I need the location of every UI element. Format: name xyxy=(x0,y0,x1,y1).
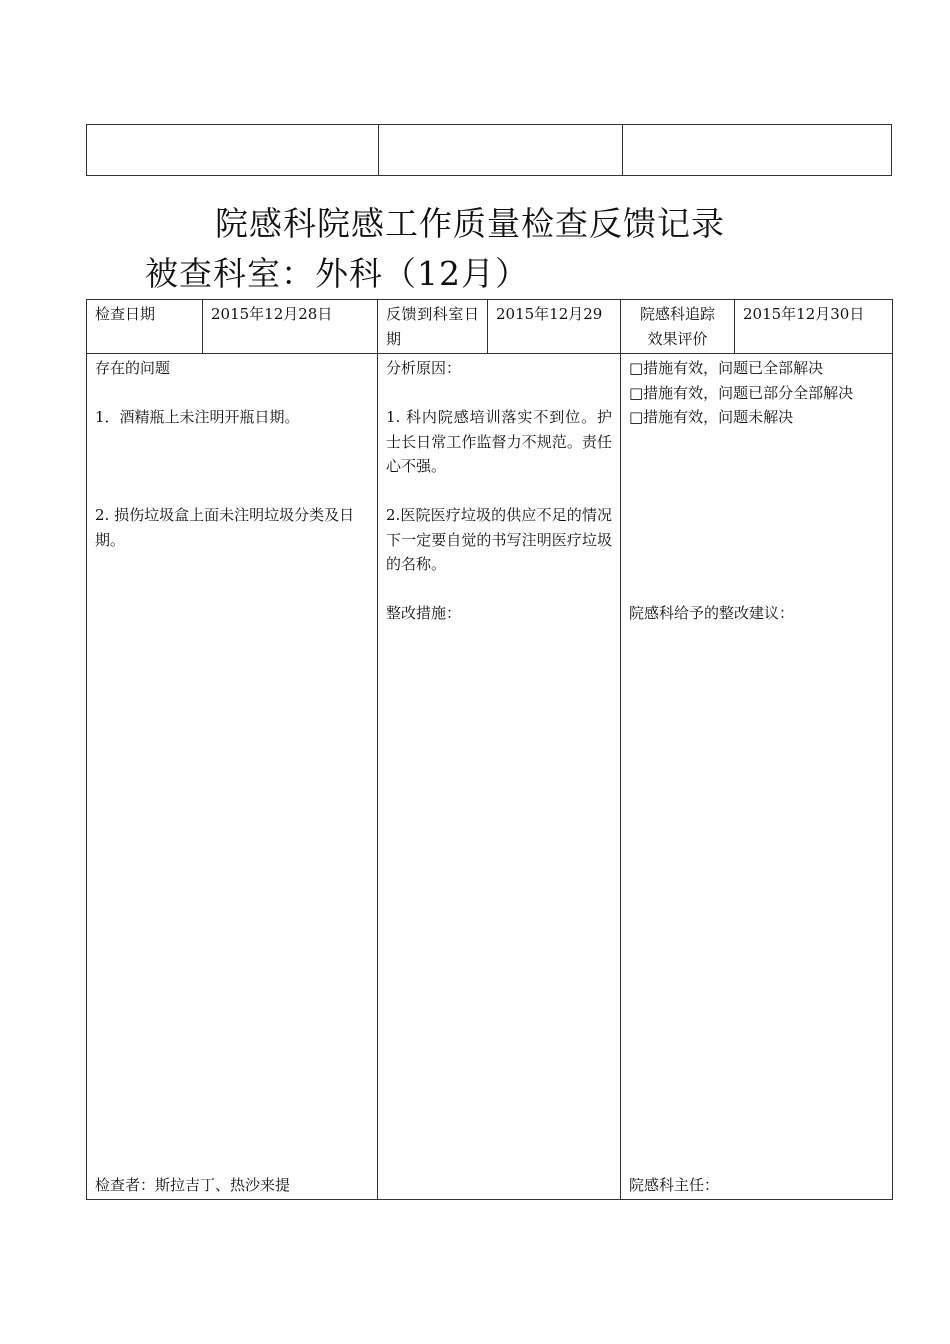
evaluation-option-2: □措施有效，问题已部分全部解决 xyxy=(629,383,854,402)
evaluation-option-1: □措施有效，问题已全部解决 xyxy=(629,359,824,377)
tracking-label-line1: 院感科追踪 xyxy=(639,305,715,323)
header-row xyxy=(87,300,893,354)
tracking-label-line2: 效果评价 xyxy=(647,329,708,348)
problem-item-2: 2. 损伤垃圾盒上面未注明垃圾分类及日期。 xyxy=(95,506,355,549)
analysis-heading: 分析原因： xyxy=(386,359,462,377)
analysis-reason-1: 1. 科内院感培训落实不到位。护士长日常工作监督力不规范。责任心不强。 xyxy=(386,408,612,475)
check-date-value: 2015年12月28日 xyxy=(203,300,378,354)
evaluation-cell xyxy=(621,354,893,1200)
problems-heading: 存在的问题 xyxy=(95,359,171,377)
director-signature: 院感科主任： xyxy=(629,1175,720,1194)
body-row xyxy=(87,354,893,1200)
feedback-record-table xyxy=(86,299,893,1200)
top-cell-3 xyxy=(623,125,892,176)
rectification-suggestion-label: 院感科给予的整改建议： xyxy=(629,604,795,622)
problems-cell xyxy=(87,354,378,1200)
analysis-reason-2: 2.医院医疗垃圾的供应不足的情况下一定要自觉的书写注明医疗垃圾的名称。 xyxy=(386,506,612,573)
top-cell-2 xyxy=(379,125,623,176)
tracking-evaluation-label xyxy=(621,300,735,354)
top-cell-1 xyxy=(87,125,379,176)
feedback-date-label: 反馈到科室日期 xyxy=(378,300,488,354)
page-title: 院感科院感工作质量检查反馈记录 xyxy=(215,204,725,243)
inspector-signature: 检查者：斯拉吉丁、热沙来提 xyxy=(95,1175,291,1194)
feedback-date-value: 2015年12月29 xyxy=(488,300,621,354)
problem-item-1: 1．酒精瓶上未注明开瓶日期。 xyxy=(95,408,300,426)
top-empty-table xyxy=(86,124,892,176)
analysis-cell xyxy=(378,354,621,1200)
tracking-date-value: 2015年12月30日 xyxy=(735,300,893,354)
check-date-label: 检查日期 xyxy=(87,300,203,354)
evaluation-option-3: □措施有效，问题未解决 xyxy=(629,408,794,426)
corrective-measures-label: 整改措施： xyxy=(386,604,462,622)
department-subtitle: 被查科室：外科（12月） xyxy=(145,254,529,293)
